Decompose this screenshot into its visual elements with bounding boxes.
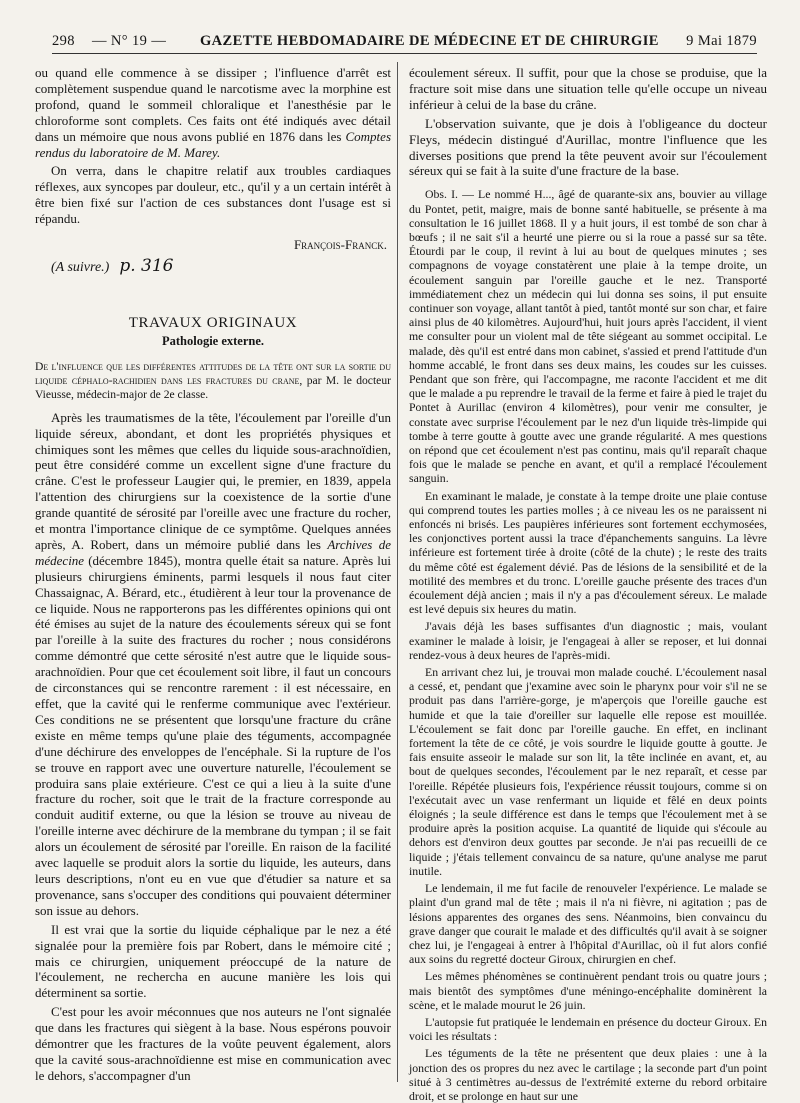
issue-number: — N° 19 — bbox=[92, 33, 167, 49]
author-signature: François-Franck. bbox=[293, 237, 387, 253]
observation-paragraph: L'autopsie fut pratiquée le lendemain en présence du docteur Giroux. En voici les résultats : bbox=[409, 1014, 767, 1044]
section-title: TRAVAUX ORIGINAUX bbox=[128, 314, 298, 331]
left-column bbox=[35, 65, 391, 1083]
observation-paragraph: Les mêmes phénomènes se continuèrent pendant trois ou quatre jours ; mais bientôt des symptômes d'une méningo-encéphalite dominèrent la scène, et le malade mourut le 26 juin. bbox=[409, 969, 767, 1012]
paragraph: On verra, dans le chapitre relatif aux troubles cardiaques réflexes, aux syncopes par douleur, etc., qu'il y a un certain intérêt à être bien fixé sur l'action de ces substances dont l'usage est si répandu. bbox=[35, 163, 391, 227]
observation-paragraph: Le lendemain, il me fut facile de renouveler l'expérience. Le malade se plaint d'un grand mal de tête ; mais il n'a ni fièvre, ni agitation ; pas de lésions apparentes des organes des sens. Néanmoins, bien convaincu du grave danger que courait le malade et des difficultés qu'il avait à se soigner chez lui, je l'engageai à entrer à l'hôpital d'Aurillac, où il fut alors confié aux soins du regretté docteur Giroux, chirurgien en chef. bbox=[409, 881, 767, 967]
observation-paragraph: Les téguments de la tête ne présentent que deux plaies : une à la jonction des os propres du nez avec le cartilage ; la seconde part d'un point situé à 3 centimètres au-dessus de l'extrémité externe du rebord orbitaire droit, et se prolonge en haut sur une bbox=[409, 1046, 767, 1103]
paragraph: Il est vrai que la sortie du liquide céphalique par le nez a été signalée pour la première fois par Robert, dans le mémoire cité ; mais ce chirurgien, uniquement préoccupé de la nature de l'écoulement, ne rechercha en aucune manière les lois qui déterminent sa sortie. bbox=[35, 921, 391, 1001]
observation-paragraph: J'avais déjà les bases suffisantes d'un diagnostic ; mais, voulant examiner le malade à loisir, je l'engageai à aller se reposer, et lui donnai rendez-vous à deux heures de l'après-midi. bbox=[409, 619, 767, 662]
journal-title: GAZETTE HEBDOMADAIRE DE MÉDECINE ET DE CHIRURGIE bbox=[200, 33, 659, 49]
paragraph: Après les traumatismes de la tête, l'écoulement par l'oreille d'un liquide séreux, abondant, et dont les propriétés physiques et chimiques sont les mêmes que celles du liquide sous-arachnoïdien, peut être considéré comme un excellent signe d'une fracture du crâne. C'est le professeur Laugier qui, le premier, en 1839, appela l'attention des chirurgiens sur la coexistence de la sortie d'une grande quantité de sérosité par l'oreille avec une fracture du rocher, et montra l'importance clinique de ce symptôme. Quelques années après, A. Robert, dans un mémoire publié dans les Archives de médecine (décembre 1845), montra quelle était sa nature. Après lui plusieurs chirurgiens éminents, parmi lesquels il nous faut citer Chassaignac, A. Bérard, etc., étudièrent à leur tour la provenance de ce liquide. Nous ne rapporterons pas les différentes opinions qui ont été émises au sujet de la nature des écoulements séreux qui se font par l'oreille à la suite des fractures du rocher ; nous considérons comme démontré que cette sérosité n'est autre que le liquide sous-arachnoïdien. Pour que cet écoulement soit libre, il faut un concours de circonstances qui se rencontre rarement : il est nécessaire, en effet, que la cavité qui le renferme communique avec l'extérieur. Ces conditions ne se présentent que lorsqu'une fracture du crâne existe en même temps qu'une plaie des téguments, accompagnée d'une déchirure des enveloppes de l'encéphale. Si la rupture de l'os se trouve en rapport avec une ouverture naturelle, l'écoulement se produira sans plaie extérieure. C'est ce qui a lieu à la suite d'une fracture du rocher, soit que le trait de la fracture corresponde au conduit auditif externe, ou que la lésion se trouve au niveau de l'oreille interne avec déchirure de la membrane du tympan ; il se fait alors un écoulement de sérosité par l'oreille. En raison de la facilité avec laquelle se produit alors la sortie du liquide, les auteurs, dans leurs descriptions, n'ont eu en vue que d'étudier sa nature et sa provenance, sans s'occuper des conditions qui pouvaient déterminer son issue au dehors. bbox=[35, 409, 391, 918]
page-number: 298 bbox=[52, 33, 75, 49]
section-subtitle: Pathologie externe. bbox=[161, 333, 265, 348]
observation-paragraph: Obs. I. — Le nommé H..., âgé de quarante-six ans, bouvier au village du Pontet, petit, maigre, mais de bonne santé habituelle, se présente à ma consultation le 16 juillet 1868. Il y a huit jours, il est tombé de son char à bœufs ; il ne sait s'il a heurté une pierre ou si la roue a passé sur sa tête. Étourdi par le coup, il revint à lui au bout de quelques minutes ; ses compagnons de voyage constatèrent une plaie à la tempe droite, un écoulement sanguin par l'oreille gauche et le nez. Transporté immédiatement chez un médecin qui lui donna ses soins, il put ensuite continuer son voyage, allant tantôt à pied, tantôt monté sur son char, et faire ainsi plus de 40 kilomètres. Aujourd'hui, huit jours après l'accident, il vient me consulter pour un violent mal de tête siégeant au sommet occipital. Le malade, dès qu'il est entré dans mon cabinet, s'assied et prend l'attitude d'un homme accablé, le front dans ses deux mains, les coudes sur les cuisses. Pendant que son frère, qui l'accompagne, me raconte l'accident et me dit que le malade a pu reprendre le travail de la ferme et faire à pied le trajet du Pontet à Aurillac (environ 4 kilomètres), pour venir me consulter, je constate avec surprise l'écoulement par le nez d'un liquide très-limpide qui tombe à terre goutte à goutte avec une grande régularité. A mes questions on répond que cet écoulement n'est pas continu, mais qu'il reparaît chaque fois que le malade se penche en avant, et qu'il a remplacé l'écoulement sanguin. bbox=[409, 187, 767, 486]
paragraph: ou quand elle commence à se dissiper ; l'influence d'arrêt est complètement suspendue quand le narcotisme avec la morphine est profond, quand le sommeil chloralique et l'anesthésie par le chloroforme sont complets. Ces faits ont été indiqués avec détail dans un mémoire que nous avons publié en 1876 dans les Comptes rendus du laboratoire de M. Marey. bbox=[35, 65, 391, 160]
continued-note: (A suivre.) p. 316 bbox=[51, 255, 174, 276]
running-header bbox=[52, 31, 757, 54]
observation-paragraph: En examinant le malade, je constate à la tempe droite une plaie contuse qui comprend toutes les parties molles ; à ce niveau les os ne paraissent ni enfoncés ni brisés. Les paupières inférieures sont fortement ecchymosées, les conjonctives portent aussi la trace d'épanchements sanguins. La lèvre inférieure est fortement tirée à droite (côté de la chute) ; le reste des traits du même côté est également dévié. Pas de lésions de la sensibilité et de la motilité des membres et du tronc. L'oreille gauche présente des traces d'un écoulement déjà ancien ; mais il n'y a pas d'écoulement séreux. Le malade est levé depuis six heures du matin. bbox=[409, 488, 767, 617]
issue-date: 9 Mai 1879 bbox=[686, 33, 757, 49]
article-heading: De l'influence que les différentes attitudes de la tête ont sur la sortie du liquide céphalo-rachidien dans les fractures du crane, par M. le docteur Vieusse, médecin-major de 2e classe. bbox=[35, 359, 391, 401]
paragraph: écoulement séreux. Il suffit, pour que la chose se produise, que la fracture soit mise dans une situation telle qu'elle occupe un niveau inférieur à celui de la base du crâne. bbox=[409, 65, 767, 112]
column-divider bbox=[397, 62, 398, 1082]
handwritten-note: p. 316 bbox=[119, 255, 174, 276]
observation-paragraph: En arrivant chez lui, je trouvai mon malade couché. L'écoulement nasal a cessé, et, pendant que j'examine avec soin le pharynx pour voir s'il ne se produit pas dans l'arrière-gorge, je m'aperçois que l'oreille gauche est humide et que la taie d'oreiller sur laquelle elle repose est mouillée. L'écoulement se fait donc par l'oreille gauche. En effet, en inclinant fortement la tête de ce côté, je vois sourdre le liquide goutte à goutte. Je fais ensuite asseoir le malade sur son lit, la tête inclinée en avant, et, au bout de quelques secondes, l'écoulement par le nez reparaît, et cesse par l'oreille. Répétée plusieurs fois, l'expérience réussit toujours, comme si on l'exécutait avec un vase renfermant un liquide et fêlé en deux points éloignés ; la seule différence est dans le temps que l'écoulement met à se produire après la position acquise. La quantité de liquide qui s'écoule au dehors est d'environ deux gouttes par seconde. Je n'ai pas recueilli de ce liquide ; j'étais tellement convaincu de sa nature, qu'une analyse me parut inutile. bbox=[409, 665, 767, 878]
paragraph: C'est pour les avoir méconnues que nos auteurs ne l'ont signalée que dans les fractures qui siègent à la base. Nous espérons pouvoir démontrer que les fractures de la voûte peuvent également, alors que la cavité sous-arachnoïdienne est mise en communication avec le dehors, s'accompagner d'un bbox=[35, 1004, 391, 1083]
right-column bbox=[409, 65, 767, 1103]
paragraph: L'observation suivante, que je dois à l'obligeance du docteur Fleys, médecin distingué d'Aurillac, montre l'influence que les diverses positions que prend la tête peuvent avoir sur l'écoulement séreux qui se fait à la suite d'une fracture de la base. bbox=[409, 115, 767, 179]
